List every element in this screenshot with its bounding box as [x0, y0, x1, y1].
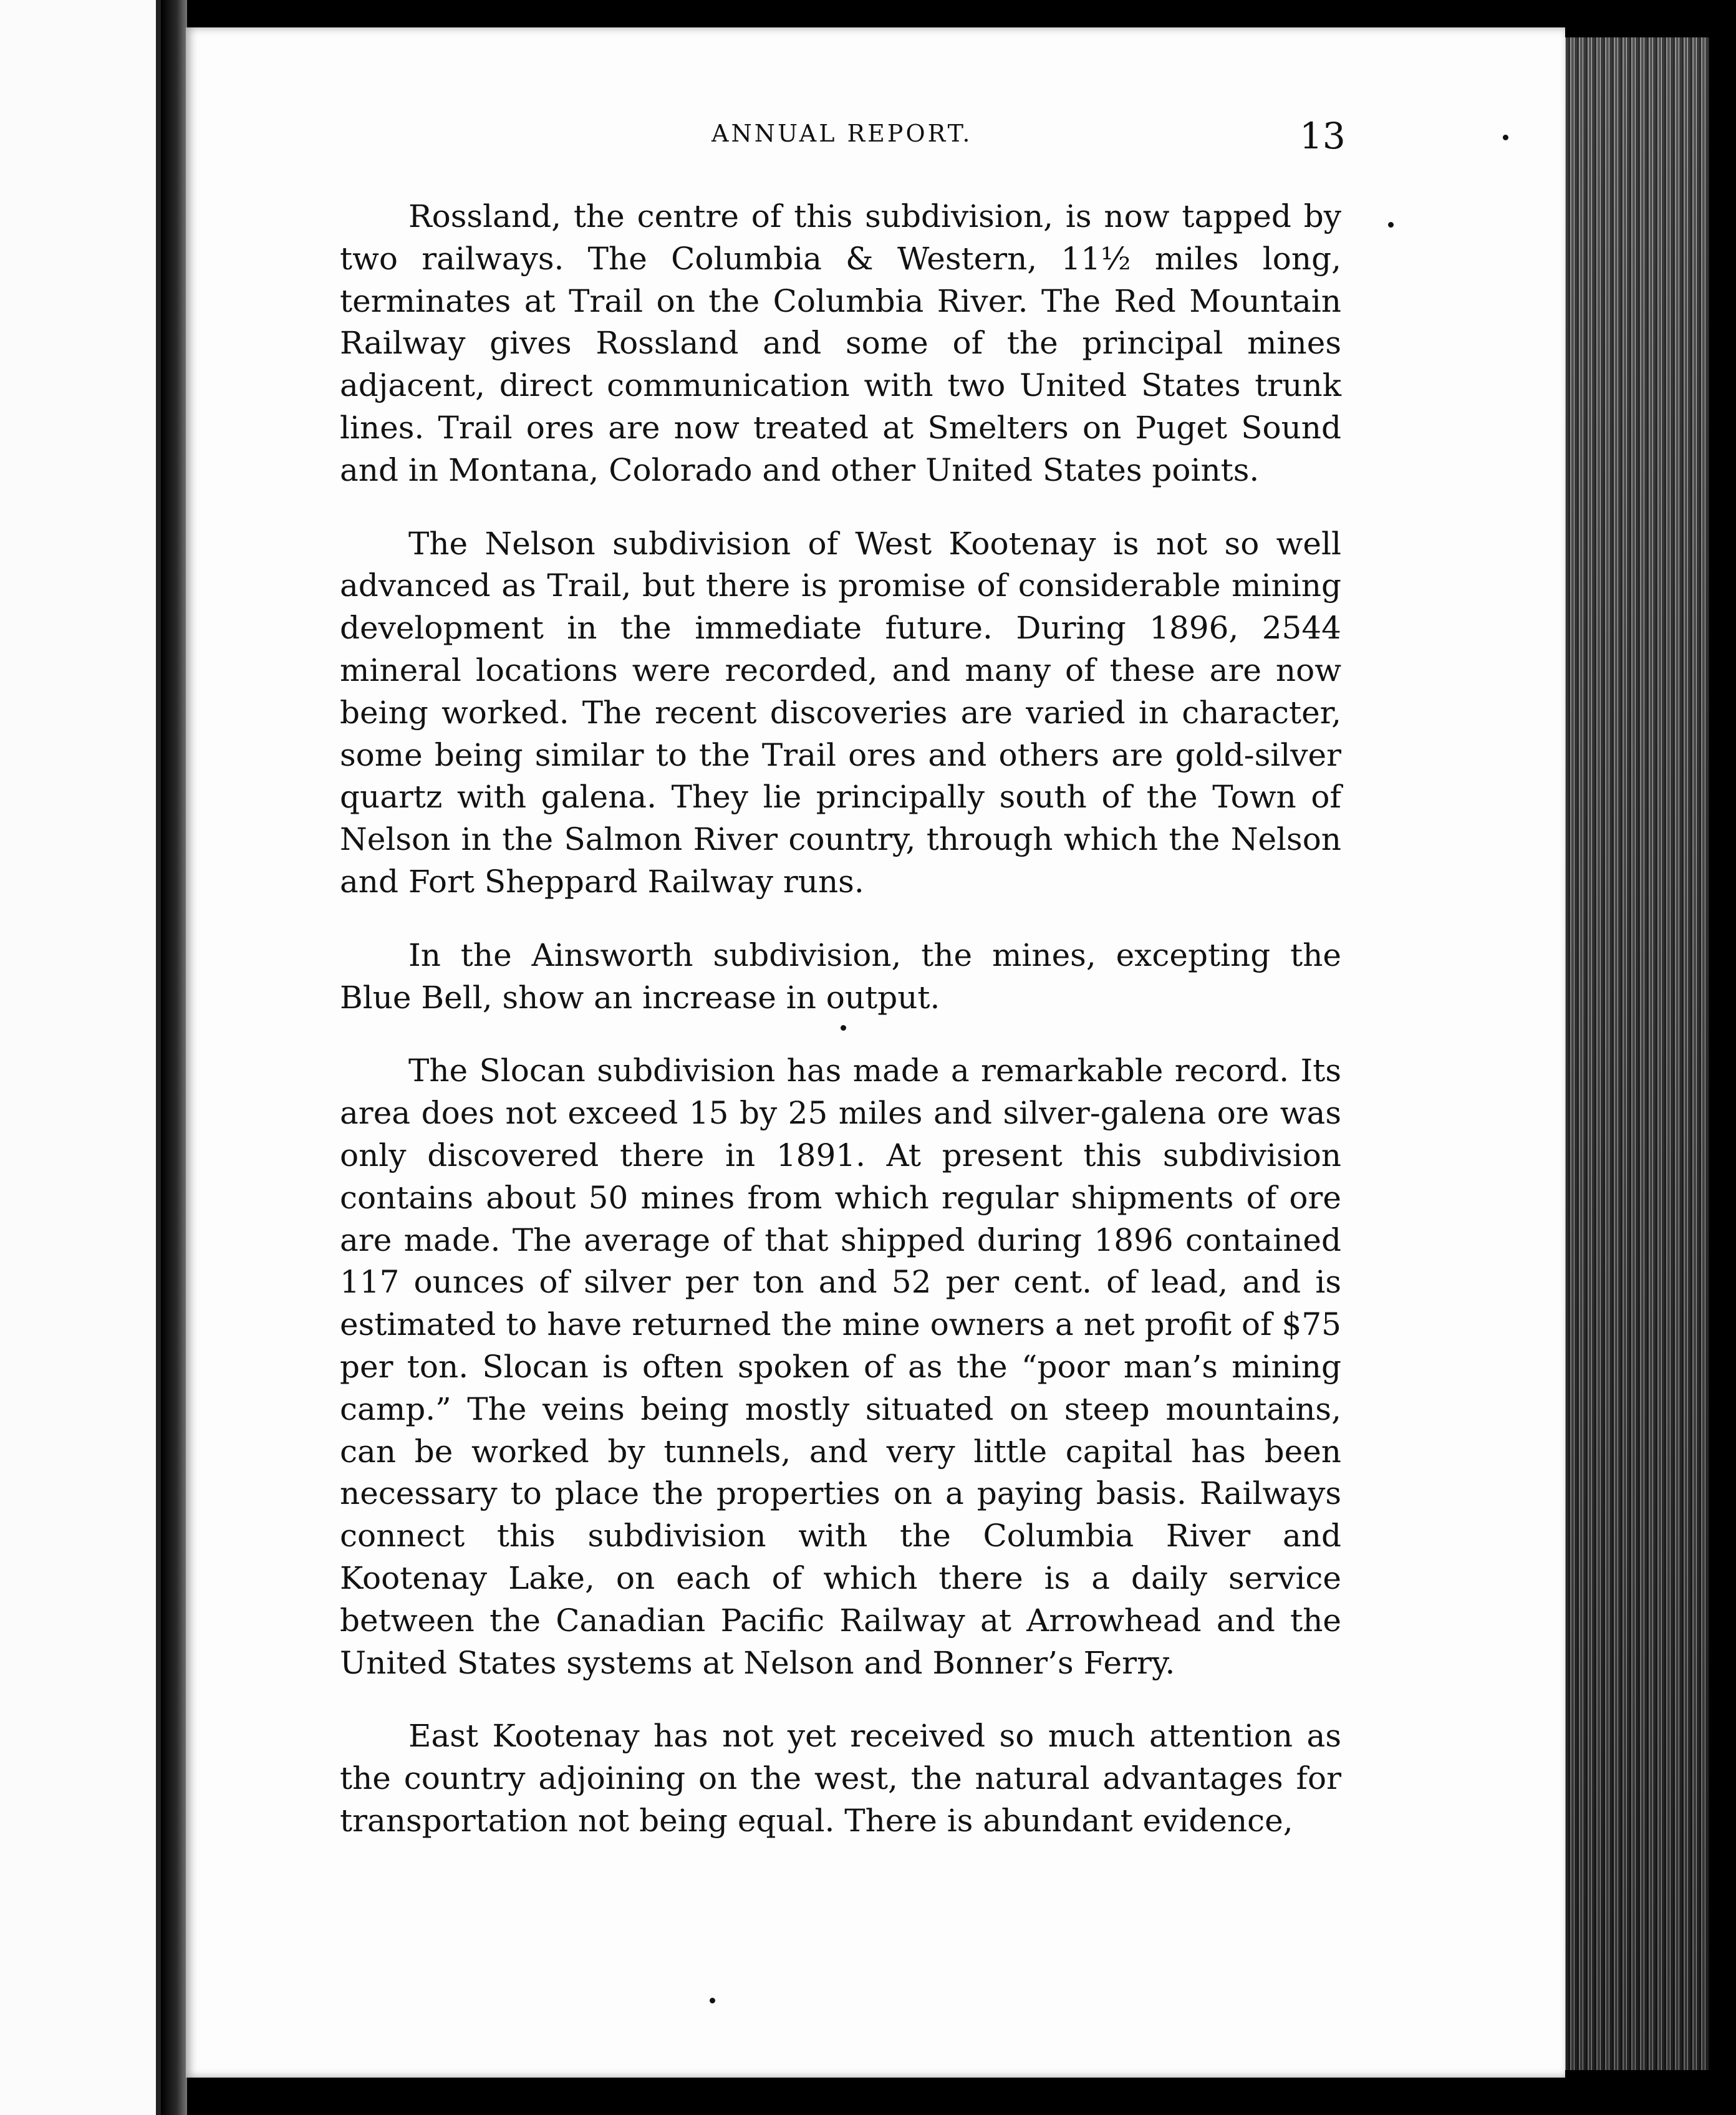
- paragraph-nelson: The Nelson subdivision of West Kootenay is not so well advanced as Trail, but there is promise of considerable mining development in the immediate future. During 1896, 2544 mineral locations were recorded, and many of these are now being worked. The recent discoveries are varied in character, some being similar to the Trail ores and others are gold-silver quartz with galena. They lie principally south of the Town of Nelson in the Salmon River country, through which the Nelson and Fort Sheppard Railway runs.: [340, 525, 1341, 900]
- paragraph-rossland: Rossland, the centre of this subdivision, is now tapped by two railways. The Columbia & Western, 11½ miles long, terminates at Trail on the Columbia River. The Red Mountain Railway gives Rossland and some of the principal mines adjacent, direct communication with two United States trunk lines. Trail ores are now treated at Smelters on Puget Sound and in Montana, Colorado and other United States points.: [340, 198, 1341, 488]
- running-head: [186, 115, 1565, 163]
- book-gutter: [161, 0, 187, 2115]
- body-text: [340, 196, 1341, 1874]
- stacked-page-edges: [1556, 37, 1709, 2070]
- page-number: 13: [1300, 115, 1346, 157]
- facing-page-edge: [0, 0, 161, 2115]
- paragraph-east-kootenay: East Kootenay has not yet received so much attention as the country adjoining on the west, the natural advantages for transportation not being equal. There is abundant evidence,: [340, 1718, 1341, 1839]
- running-head-title: ANNUAL REPORT.: [711, 120, 973, 147]
- ink-speck: [841, 1025, 846, 1031]
- book-page: [186, 27, 1565, 2078]
- paragraph-ainsworth: In the Ainsworth subdivision, the mines, excepting the Blue Bell, show an increase in output.: [340, 937, 1341, 1016]
- ink-speck: [1503, 135, 1508, 140]
- ink-speck: [1388, 222, 1394, 228]
- ink-speck: [710, 1998, 715, 2003]
- paragraph-slocan: The Slocan subdivision has made a remarkable record. Its area does not exceed 15 by 25 miles and silver-galena ore was only discovered there in 1891. At present this subdivision contains about 50 mines from which regular shipments of ore are made. The average of that shipped during 1896 contained 117 ounces of silver per ton and 52 per cent. of lead, and is estimated to have returned the mine owners a net profit of $75 per ton. Slocan is often spoken of as the “poor man’s mining camp.” The veins being mostly situated on steep mountains, can be worked by tunnels, and very little capital has been necessary to place the properties on a paying basis. Railways connect this subdivision with the Columbia River and Kootenay Lake, on each of which there is a daily service between the Canadian Pacific Railway at Arrowhead and the United States systems at Nelson and Bonner’s Ferry.: [340, 1053, 1341, 1681]
